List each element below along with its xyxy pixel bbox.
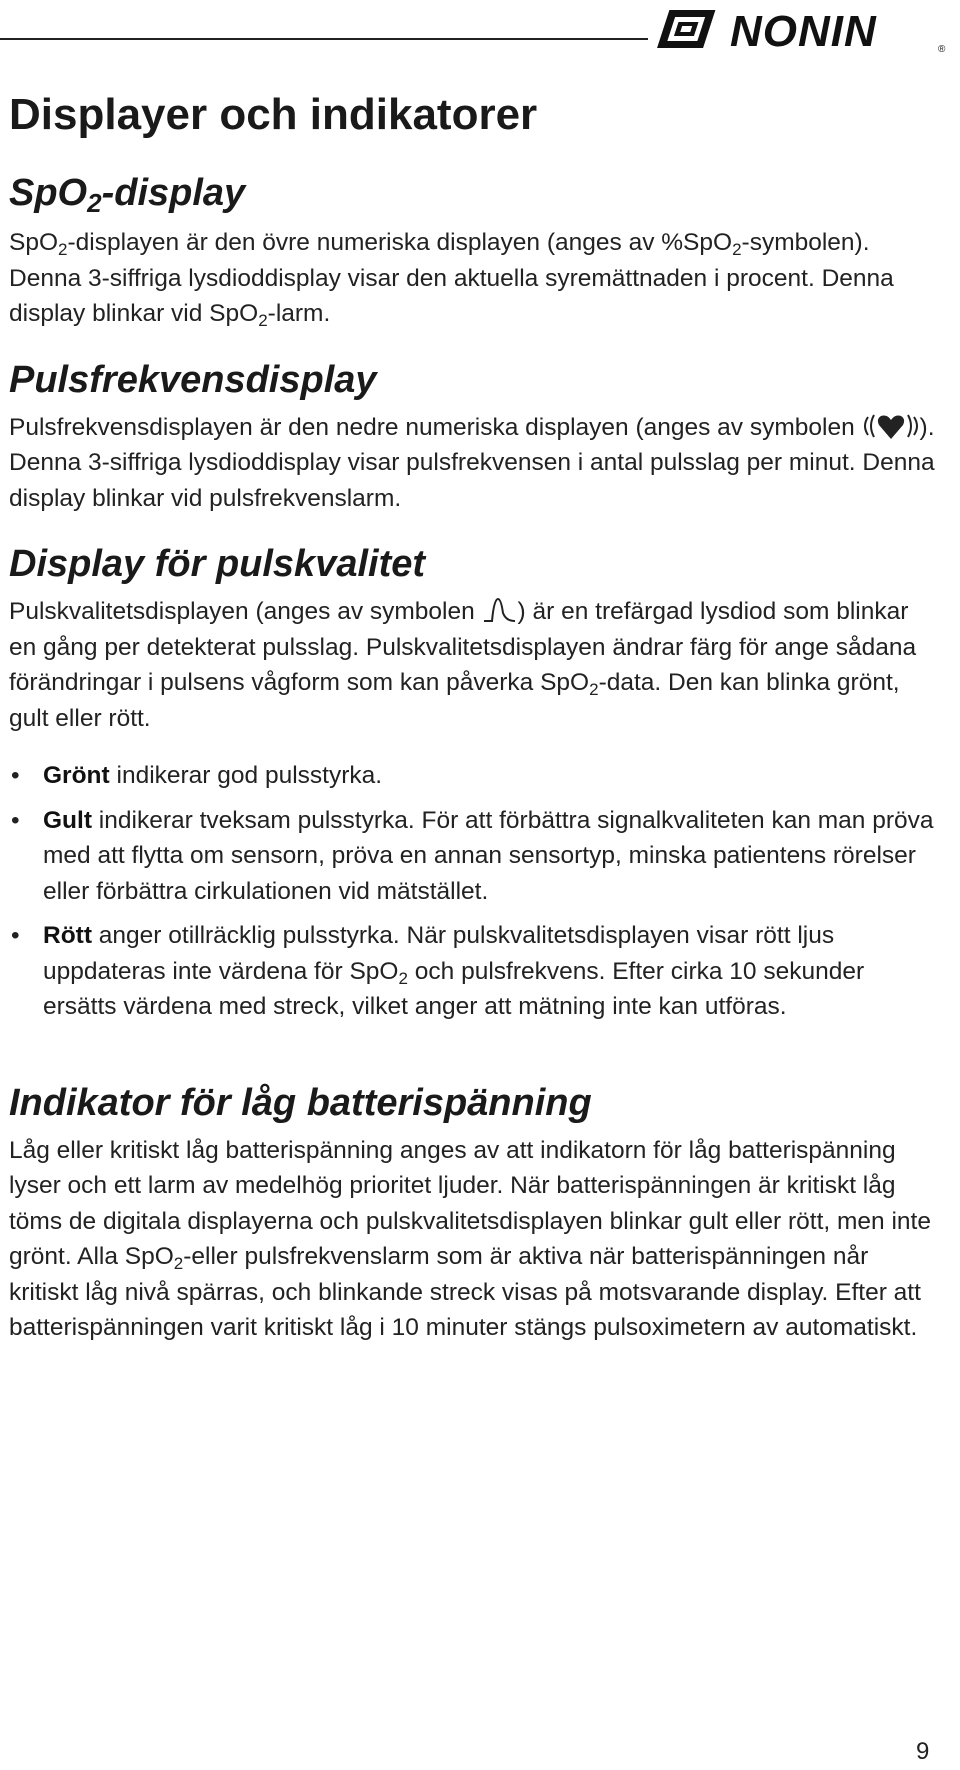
pulse-rate-section — [9, 354, 939, 517]
list-item-yellow: • Gult indikerar tveksam pulsstyrka. För att förbättra signalkvaliteten kan man pröva med att flytta om sensorn, pröva en annan sensortyp, minska patientens rörelser eller förbättra cirkulationen vid mätstället. — [9, 803, 939, 910]
bullet: • — [11, 762, 20, 789]
page-content — [9, 85, 939, 1368]
pulse-quality-section — [9, 538, 939, 1025]
bullet: • — [11, 922, 20, 949]
svg-text:®: ® — [938, 44, 946, 55]
pulse-rate-paragraph: Pulsfrekvensdisplayen är den nedre numeriska displayen (anges av symbolen ). Denna 3-siffriga lysdioddisplay visar pulsfrekvensen i antal pulsslag per minut. Denna display blinkar vid pulsfrekvenslarm. — [9, 410, 939, 517]
spo2-heading: SpO$_2$-display — [9, 172, 246, 218]
pulse-quality-heading: Display för pulskvalitet — [9, 543, 426, 585]
low-battery-paragraph: Låg eller kritiskt låg batterispänning anges av att indikatorn för låg batterispänning lyser och ett larm av medelhög prioritet ljuder. När batterispänningen är kritiskt låg töms de digitala displayerna och pulskvalitetsdisplayen blinkar gult eller rött, men inte grönt. Alla SpO$_2$-eller pulsfrekvenslarm som är aktiva när batterispänningen når kritiskt låg nivå spärras, och blinkande streck visas på motsvarande display. Efter att batterispänningen varit kritiskt låg i 10 minuter stängs pulsoximetern av automatiskt. — [9, 1136, 931, 1341]
pulse-quality-paragraph: Pulskvalitetsdisplayen (anges av symbolen ) är en trefärgad lysdiod som blinkar en gång per detekterat pulsslag. Pulskvalitetsdisplayen ändrar färg för ange sådana förändringar i pulsens vågform som kan påverka SpO$_2$-data. Den kan blinka grönt, gult eller rött. — [9, 594, 939, 736]
list-item-green: • Grönt indikerar god pulsstyrka. — [9, 758, 939, 794]
page-number: 9 — [916, 1738, 930, 1765]
pulse-quality-list — [9, 758, 939, 1025]
svg-text:NONIN: NONIN — [730, 7, 877, 56]
pulse-rate-heading: Pulsfrekvensdisplay — [9, 358, 377, 401]
heart-pulse-icon — [862, 411, 920, 441]
header-rule — [0, 38, 648, 40]
bullet: • — [11, 806, 20, 834]
low-battery-section — [9, 1077, 939, 1346]
spo2-paragraph: SpO$_2$-displayen är den övre numeriska displayen (anges av %SpO$_2$-symbolen). Denna 3-siffriga lysdioddisplay visar den aktuella syremättnaden i procent. Denna display blinkar vid SpO$_2$-larm. — [9, 229, 894, 330]
low-battery-heading: Indikator för låg batterispänning — [9, 1081, 592, 1124]
spo2-section — [9, 167, 939, 332]
list-item-red: • Rött anger otillräcklig pulsstyrka. När pulskvalitetsdisplayen visar rött ljus uppdateras inte värdena för SpO$_2$ och pulsfrekvens. Efter cirka 10 sekunder ersätts värdena med streck, vilket anger att mätning inte kan utföras. — [9, 918, 939, 1025]
page-title: Displayer och indikatorer — [9, 90, 538, 139]
pulse-waveform-icon — [482, 595, 518, 625]
nonin-logo — [650, 2, 950, 58]
